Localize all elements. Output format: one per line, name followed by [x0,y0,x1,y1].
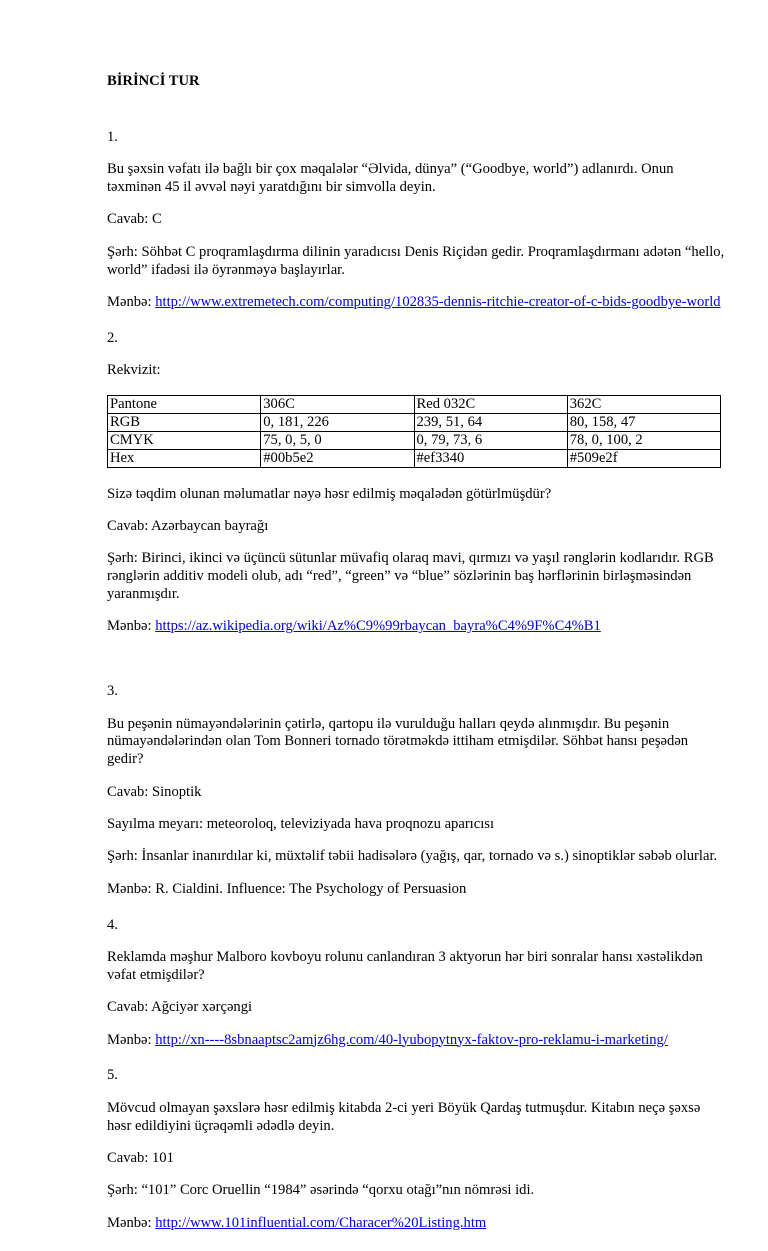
question-text: Bu şəxsin vəfatı ilə bağlı bir çox məqalələr “Əlvida, dünya” (“Goodbye, world”) adlanırdı. Onun təxminən 45 il əvvəl nəyi yaratdığını bir simvolla deyin. [107,161,674,195]
table-cell: RGB [108,413,261,431]
question-1 [107,129,727,312]
source-link[interactable]: http://www.extremetech.com/computing/102835-dennis-ritchie-creator-of-c-bids-goodbye-world [155,293,721,310]
question-number: 1. [107,128,118,145]
question-3 [107,683,727,898]
source-prefix: Mənbə: [107,618,156,635]
question-text: Mövcud olmayan şəxslərə həsr edilmiş kitabda 2-ci yeri Böyük Qardaş tutmuşdur. Kitabın neçə şəxsə həsr edildiyini üçrəqəmli ədədlə deyin. [107,1099,701,1134]
question-text: Sizə təqdim olunan məlumatlar nəyə həsr edilmiş məqalədən götürlmüşdür? [107,485,552,502]
table-row [108,395,721,413]
table-cell: 0, 181, 226 [261,413,414,431]
source-line: Mənbə: R. Cialdini. Influence: The Psychology of Persuasion [107,880,467,897]
question-text: Bu peşənin nümayəndələrinin çətirlə, qartopu ilə vurulduğu halları qeydə alınmışdır. Bu peşənin nümayəndələrindən olan Tom Bonneri tornado törətməkdə ittiham etmişdilər. Söhbət hansı peşədən gedir? [107,715,689,768]
page-title: BİRİNCİ TUR [107,73,200,89]
table-cell: #ef3340 [414,449,567,467]
explanation-text: Şərh: İnsanlar inanırdılar ki, müxtəlif təbii hadisələrə (yağış, qar, tornado və s.) sinoptiklər səbəb olurlar. [107,848,718,865]
table-cell: 0, 79, 73, 6 [414,431,567,449]
answer-text: Cavab: Sinoptik [107,783,202,800]
table-cell: Hex [108,449,261,467]
answer-text: Cavab: C [107,211,162,228]
source-prefix: Mənbə: [107,1031,156,1048]
source-line [107,1032,727,1050]
source-prefix: Mənbə: [107,1214,156,1231]
source-line [107,1215,727,1233]
source-line [107,294,727,312]
source-link[interactable]: http://xn----8sbnaaptsc2amjz6hg.com/40-lyubopytnyx-faktov-pro-reklamu-i-marketing/ [155,1031,668,1048]
table-row [108,449,721,467]
question-2 [107,330,727,636]
table-cell: #509e2f [567,449,720,467]
color-code-table [107,395,721,468]
table-cell: #00b5e2 [261,449,414,467]
table-cell: CMYK [108,431,261,449]
table-cell: 239, 51, 64 [414,413,567,431]
source-prefix: Mənbə: [107,293,156,310]
explanation-text: Şərh: Söhbət C proqramlaşdırma dilinin yaradıcısı Denis Riçidən gedir. Proqramlaşdırmanı adətən “hello, world” ifadəsi ilə öyrənməyə başlayırlar. [107,243,725,278]
answer-text: Cavab: Azərbaycan bayrağı [107,517,269,534]
answer-text: Cavab: 101 [107,1149,174,1166]
answer-text: Cavab: Ağciyər xərçəngi [107,999,253,1016]
table-row [108,413,721,431]
table-cell: 75, 0, 5, 0 [261,431,414,449]
criteria-text: Sayılma meyarı: meteoroloq, televiziyada hava proqnozu aparıcısı [107,816,494,833]
source-link[interactable]: https://az.wikipedia.org/wiki/Az%C9%99rbaycan_bayra%C4%9F%C4%B1 [155,618,601,635]
source-link[interactable]: http://www.101influential.com/Characer%20Listing.htm [155,1214,487,1231]
table-cell: 362C [567,395,720,413]
table-row [108,431,721,449]
document-page [107,73,727,1251]
question-text: Reklamda məşhur Malboro kovboyu rolunu canlandıran 3 aktyorun hər biri sonralar hansı xəstəlikdən vəfat etmişdilər? [107,949,703,983]
question-number: 5. [107,1067,118,1084]
question-4 [107,917,727,1050]
table-cell: 306C [261,395,414,413]
table-cell: Pantone [108,395,261,413]
rekvizit-label: Rekvizit: [107,362,161,379]
question-number: 3. [107,683,118,700]
spacer [107,651,727,669]
question-number: 4. [107,916,118,933]
table-cell: Red 032C [414,395,567,413]
question-5 [107,1067,727,1232]
explanation-text: Şərh: Birinci, ikinci və üçüncü sütunlar müvafiq olaraq mavi, qırmızı və yaşıl rənglərin kodlarıdır. RGB rənglərin additiv modeli olub, adı “red”, “green” və “blue” sözlərinin baş hərflərinin birləşməsindən yaranmışdır. [107,550,714,602]
question-number: 2. [107,329,118,346]
explanation-text: Şərh: “101” Corc Oruellin “1984” əsərində “qorxu otağı”nın nömrəsi idi. [107,1182,535,1199]
table-cell: 80, 158, 47 [567,413,720,431]
source-line [107,618,727,636]
table-cell: 78, 0, 100, 2 [567,431,720,449]
